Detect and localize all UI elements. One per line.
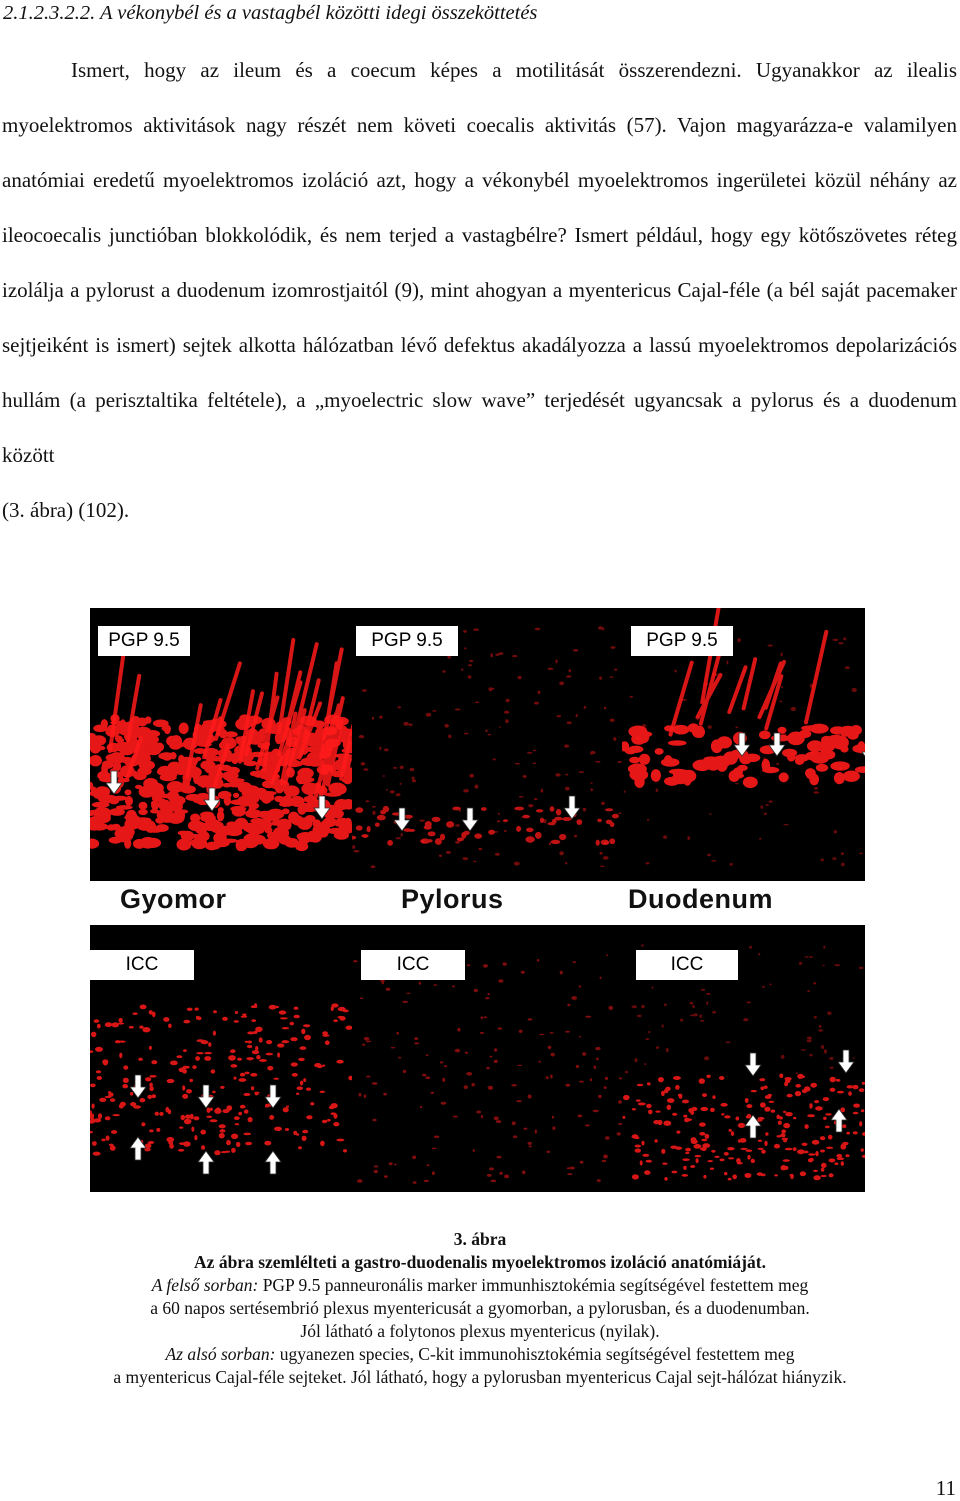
panel-tag: PGP 9.5 [631,626,733,656]
region-labels [90,881,865,925]
arrow-down-icon [462,808,478,831]
bottom-row-icc [90,925,865,1192]
caption-line-3: Jól látható a folytonos plexus myentericus (nyilak). [300,1321,660,1341]
figure-caption [40,1228,920,1389]
panel-tag: ICC [636,950,738,980]
region-label-duodenum: Duodenum [628,884,773,914]
caption-number: 3. ábra [453,1229,507,1249]
arrow-up-icon [265,1151,281,1174]
arrow-down-icon [838,1050,854,1073]
caption-top-row-label: A felső sorban: [151,1275,259,1295]
arrow-down-icon [564,796,580,819]
stain-speckles [622,1074,865,1181]
top-row-pgp [90,608,865,881]
arrow-down-icon [745,1053,761,1076]
paragraph-main: Ismert, hogy az ileum és a coecum képes a motilitását összerendezni. Ugyanakkor az ilealis myoelektromos aktivitások nagy részét nem követi coecalis aktivitás (57). Vajon magyarázza-e valamilyen anatómiai eredetű myoelektromos izoláció azt, hogy a vékonybél myoelektromos ingerületei közül néhány az ileocoecalis junctióban blokkolódik, és nem terjed a vastagbélre? Ismert például, hogy egy kötőszövetes réteg izolálja a pylorust a duodenum izomrostjaitól (9), mint ahogyan a myentericus Cajal-féle (a bél saját pacemaker sejtjeiként is ismert) sejtek alkotta hálózatban lévő defektus akadályozza a lassú myoelektromos depolarizációs hullám (a perisztaltika feltétele), a „myoelectric slow wave” terjedését ugyancsak a pylorus és a duodenum között [2,58,957,467]
caption-line-4 [40,1343,920,1366]
caption-line-2: a 60 napos sertésembrió plexus myentericusát a gyomorban, a pylorusban, és a duodenumban. [150,1298,810,1318]
stain-speckles [90,1003,352,1156]
region-label-gyomor: Gyomor [120,884,227,914]
arrow-down-icon [394,808,410,831]
arrow-up-icon [130,1137,146,1160]
stain-speckles [90,714,352,851]
stain-speckles [352,626,622,868]
stain-speckles [352,806,619,846]
caption-line-1 [40,1274,920,1297]
caption-bottom-row-label: Az alsó sorban: [165,1344,276,1364]
panel-tag: PGP 9.5 [98,626,190,656]
panel-tag: PGP 9.5 [356,626,458,656]
caption-title: Az ábra szemlélteti a gastro-duodenalis myoelektromos izoláció anatómiáját. [194,1252,766,1272]
section-heading: 2.1.2.3.2.2. A vékonybél és a vastagbél közötti idegi összeköttetés [3,2,538,24]
region-label-pylorus: Pylorus [401,884,504,914]
caption-line-1-rest: PGP 9.5 panneuronális marker immunhisztokémia segítségével festettem meg [258,1275,809,1295]
caption-line-5: a myentericus Cajal-féle sejteket. Jól látható, hogy a pylorusban myentericus Cajal sejt-hálózat hiányzik. [113,1367,847,1387]
panel-tag: ICC [90,950,194,980]
body-paragraph [2,43,957,538]
paragraph-last-line: (3. ábra) (102). [2,498,130,522]
stain-speckles [353,955,622,1184]
caption-line-4-rest: ugyanezen species, C-kit immunohisztokémia segítségével festettem meg [275,1344,795,1364]
arrow-up-icon [198,1151,214,1174]
panel-tag: ICC [361,950,465,980]
arrow-up-icon [831,1109,847,1132]
figure-micrographs [90,608,865,1192]
page-number: 11 [935,1476,956,1500]
